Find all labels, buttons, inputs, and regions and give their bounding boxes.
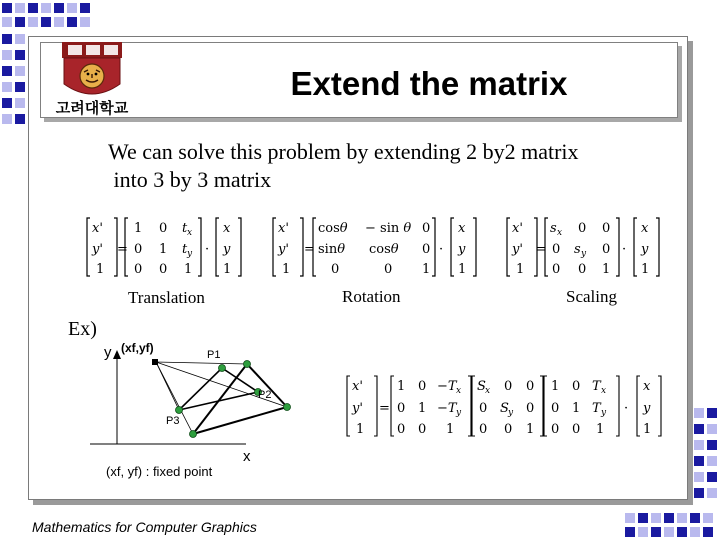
- p3-label: P3: [166, 415, 180, 427]
- svg-text:cosθ: cosθ: [318, 221, 348, 236]
- svg-text:1: 1: [134, 221, 143, 236]
- svg-text:y: y: [456, 408, 462, 418]
- decorative-square: [2, 34, 12, 44]
- svg-text:y: y: [458, 242, 466, 257]
- svg-text:x: x: [601, 386, 607, 396]
- svg-text:1: 1: [397, 379, 406, 394]
- svg-text:1: 1: [422, 262, 431, 277]
- svg-text:sinθ: sinθ: [318, 242, 346, 257]
- svg-text:T: T: [592, 401, 601, 416]
- svg-text:0: 0: [578, 262, 587, 277]
- svg-text:1: 1: [641, 262, 650, 277]
- svg-text:0: 0: [384, 262, 393, 277]
- decorative-square: [41, 17, 51, 27]
- translation-label: Translation: [128, 288, 205, 307]
- svg-text:1: 1: [223, 262, 232, 277]
- decorative-square: [2, 3, 12, 13]
- svg-text:−T: −T: [437, 401, 457, 416]
- decorative-square: [67, 17, 77, 27]
- decorative-square: [15, 3, 25, 13]
- svg-text:t: t: [182, 242, 188, 257]
- decorative-square: [54, 17, 64, 27]
- example-label: Ex): [68, 318, 97, 340]
- fixed-point-diagram: [60, 334, 320, 484]
- svg-text:0: 0: [572, 379, 581, 394]
- svg-text:0: 0: [134, 242, 143, 257]
- svg-text:cosθ: cosθ: [369, 242, 399, 257]
- composite-matrix: [346, 372, 664, 440]
- svg-text:0: 0: [479, 401, 488, 416]
- point-marker: [244, 361, 251, 368]
- decorative-square: [15, 98, 25, 108]
- translation-matrix: [86, 214, 246, 280]
- body-text: [108, 138, 579, 194]
- decorative-square: [703, 513, 713, 523]
- svg-text:y': y': [278, 242, 289, 257]
- svg-text:1: 1: [159, 242, 168, 257]
- svg-text:y: y: [187, 249, 193, 259]
- svg-text:x: x: [458, 221, 466, 236]
- svg-text:=: =: [536, 242, 547, 257]
- point-marker: [219, 365, 226, 372]
- logo-text: 고려대학교: [55, 99, 129, 117]
- decorative-square: [625, 527, 635, 537]
- svg-text:t: t: [182, 221, 188, 236]
- svg-text:y: y: [581, 249, 587, 259]
- svg-text:x: x: [456, 386, 462, 396]
- svg-text:0: 0: [159, 262, 168, 277]
- svg-text:0: 0: [552, 242, 561, 257]
- decorative-square: [664, 527, 674, 537]
- svg-text:T: T: [592, 379, 601, 394]
- svg-text:0: 0: [331, 262, 340, 277]
- svg-text:− sin θ: − sin θ: [365, 221, 412, 236]
- decorative-square: [694, 408, 704, 418]
- svg-text:y': y': [92, 242, 103, 257]
- decorative-square: [15, 114, 25, 124]
- rotation-matrix: [272, 214, 482, 280]
- decorative-square: [703, 527, 713, 537]
- svg-text:1: 1: [282, 262, 291, 277]
- decorative-square: [2, 66, 12, 76]
- decorative-square: [690, 527, 700, 537]
- decorative-square: [707, 472, 717, 482]
- decorative-square: [2, 82, 12, 92]
- svg-text:0: 0: [551, 401, 560, 416]
- decorative-square: [15, 50, 25, 60]
- svg-text:x': x': [352, 379, 363, 394]
- svg-text:x: x: [485, 386, 491, 396]
- footer-text: Mathematics for Computer Graphics: [32, 519, 257, 535]
- decorative-square: [677, 527, 687, 537]
- decorative-square: [690, 513, 700, 523]
- point-marker: [190, 431, 197, 438]
- svg-text:y: y: [601, 408, 607, 418]
- svg-text:·: ·: [439, 242, 444, 257]
- decorative-square: [707, 424, 717, 434]
- point-marker: [176, 407, 183, 414]
- svg-text:1: 1: [526, 422, 535, 437]
- svg-text:0: 0: [526, 401, 535, 416]
- svg-text:1: 1: [184, 262, 193, 277]
- body-line-2: into 3 by 3 matrix: [108, 167, 272, 192]
- svg-text:x': x': [278, 221, 289, 236]
- svg-text:1: 1: [572, 401, 581, 416]
- decorative-square: [638, 527, 648, 537]
- svg-text:0: 0: [551, 422, 560, 437]
- svg-text:0: 0: [159, 221, 168, 236]
- svg-text:1: 1: [446, 422, 455, 437]
- svg-text:0: 0: [504, 379, 513, 394]
- point-marker: [284, 404, 291, 411]
- x-axis-label: x: [243, 448, 251, 465]
- svg-text:x: x: [557, 228, 563, 238]
- svg-text:0: 0: [504, 422, 513, 437]
- svg-text:0: 0: [602, 242, 611, 257]
- fixed-point-label: (xf,yf): [121, 341, 154, 355]
- decorative-square: [694, 456, 704, 466]
- decorative-square: [54, 3, 64, 13]
- svg-text:y': y': [352, 401, 363, 416]
- decorative-square: [80, 3, 90, 13]
- decorative-square: [80, 17, 90, 27]
- fixed-point-marker: [152, 359, 158, 365]
- svg-text:y': y': [512, 242, 523, 257]
- svg-text:=: =: [304, 242, 315, 257]
- svg-text:0: 0: [526, 379, 535, 394]
- university-logo: [48, 40, 136, 118]
- decorative-square: [651, 527, 661, 537]
- svg-text:0: 0: [578, 221, 587, 236]
- svg-text:·: ·: [205, 242, 210, 257]
- svg-text:y: y: [643, 401, 651, 416]
- scaling-matrix: [506, 214, 664, 280]
- decorative-square: [694, 440, 704, 450]
- svg-text:−T: −T: [437, 379, 457, 394]
- svg-text:1: 1: [458, 262, 467, 277]
- decorative-square: [15, 17, 25, 27]
- decorative-square: [677, 513, 687, 523]
- svg-text:y: y: [641, 242, 649, 257]
- svg-text:s: s: [574, 242, 581, 257]
- decorative-square: [707, 408, 717, 418]
- svg-text:x: x: [643, 379, 651, 394]
- svg-text:y: y: [223, 242, 231, 257]
- decorative-square: [15, 82, 25, 92]
- svg-text:x: x: [223, 221, 231, 236]
- decorative-square: [694, 424, 704, 434]
- svg-text:1: 1: [551, 379, 560, 394]
- svg-text:0: 0: [397, 401, 406, 416]
- decorative-square: [28, 17, 38, 27]
- decorative-square: [41, 3, 51, 13]
- rotation-label: Rotation: [342, 287, 401, 306]
- decorative-square: [651, 513, 661, 523]
- svg-text:y: y: [508, 408, 514, 418]
- svg-text:S: S: [477, 379, 486, 394]
- svg-text:0: 0: [572, 422, 581, 437]
- svg-text:0: 0: [422, 242, 431, 257]
- svg-text:=: =: [117, 242, 128, 257]
- svg-text:x: x: [641, 221, 649, 236]
- decorative-square: [638, 513, 648, 523]
- svg-text:1: 1: [602, 262, 611, 277]
- decorative-square: [707, 488, 717, 498]
- svg-text:=: =: [379, 401, 390, 416]
- decorative-square: [2, 50, 12, 60]
- svg-text:1: 1: [596, 422, 605, 437]
- decorative-square: [625, 513, 635, 523]
- slide-title: Extend the matrix: [290, 65, 568, 102]
- body-line-1: We can solve this problem by extending 2 by2 matrix: [108, 139, 579, 164]
- svg-text:0: 0: [418, 422, 427, 437]
- svg-text:s: s: [550, 221, 557, 236]
- decorative-square: [694, 488, 704, 498]
- svg-text:1: 1: [418, 401, 427, 416]
- p2-label: P2: [258, 389, 272, 401]
- p1-label: P1: [207, 349, 221, 361]
- svg-text:1: 1: [356, 422, 365, 437]
- decorative-square: [15, 34, 25, 44]
- decorative-square: [707, 440, 717, 450]
- decorative-square: [2, 98, 12, 108]
- svg-text:0: 0: [479, 422, 488, 437]
- decorative-square: [694, 472, 704, 482]
- svg-text:x': x': [92, 221, 103, 236]
- svg-text:0: 0: [134, 262, 143, 277]
- svg-text:1: 1: [643, 422, 652, 437]
- decorative-square: [67, 3, 77, 13]
- svg-text:·: ·: [624, 401, 629, 416]
- svg-text:0: 0: [397, 422, 406, 437]
- svg-text:0: 0: [418, 379, 427, 394]
- decorative-square: [28, 3, 38, 13]
- decorative-square: [707, 456, 717, 466]
- decorative-square: [664, 513, 674, 523]
- decorative-square: [15, 66, 25, 76]
- svg-text:x: x: [187, 228, 193, 238]
- fixed-point-caption: (xf, yf) : fixed point: [106, 464, 213, 479]
- svg-text:S: S: [500, 401, 509, 416]
- decorative-square: [2, 17, 12, 27]
- svg-text:0: 0: [602, 221, 611, 236]
- svg-text:x': x': [512, 221, 523, 236]
- svg-text:0: 0: [422, 221, 431, 236]
- svg-text:1: 1: [516, 262, 525, 277]
- svg-text:·: ·: [622, 242, 627, 257]
- y-axis-label: y: [104, 344, 112, 361]
- svg-text:1: 1: [96, 262, 105, 277]
- svg-text:0: 0: [552, 262, 561, 277]
- scaling-label: Scaling: [566, 287, 617, 306]
- decorative-square: [2, 114, 12, 124]
